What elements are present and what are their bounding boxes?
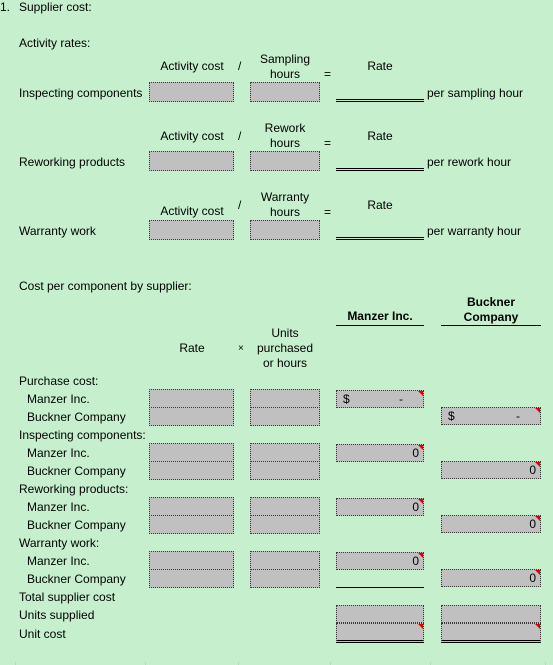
purchase-buckner-label: Buckner Company xyxy=(27,410,126,424)
warranty-manzer-units-input[interactable] xyxy=(250,551,320,570)
reworking-manzer-units-input[interactable] xyxy=(250,497,320,516)
warranty-work-label: Warranty work: xyxy=(19,536,100,550)
driver-header-line2: hours xyxy=(269,136,301,150)
warranty-warranty-hours-input[interactable] xyxy=(250,220,320,240)
driver-header-line2: hours xyxy=(269,205,301,219)
buckner-column-header-line2: Company xyxy=(463,310,519,324)
inspecting-activity-cost-input[interactable] xyxy=(149,82,234,102)
units-header-line1: Units xyxy=(271,326,299,340)
driver-header-line1: Warranty xyxy=(260,190,310,204)
rate-header: Rate xyxy=(367,198,393,212)
total-supplier-cost-label: Total supplier cost xyxy=(19,590,116,604)
activity-cost-header: Activity cost xyxy=(160,204,224,218)
inspecting-buckner-rate-input[interactable] xyxy=(149,461,234,480)
reworking-unit-label: per rework hour xyxy=(427,155,512,169)
units-supplied-manzer-input[interactable] xyxy=(336,605,424,623)
inspecting-manzer-rate-input[interactable] xyxy=(149,443,234,462)
purchase-manzer-cost[interactable] xyxy=(336,390,424,408)
warranty-rate-cell[interactable] xyxy=(336,237,424,240)
buckner-column-header-line1: Buckner xyxy=(466,295,516,309)
purchase-buckner-cost[interactable] xyxy=(441,407,541,425)
unit-cost-buckner-cell[interactable] xyxy=(441,623,541,643)
purchase-buckner-units-input[interactable] xyxy=(250,407,320,426)
purchase-cost-label: Purchase cost: xyxy=(19,374,99,388)
cell-value: 0 xyxy=(529,571,536,585)
cell-value: 0 xyxy=(412,446,419,460)
reworking-manzer-label: Manzer Inc. xyxy=(27,500,90,514)
reworking-rate-cell[interactable] xyxy=(336,168,424,171)
times-sign: × xyxy=(238,343,244,354)
inspecting-components-label: Inspecting components: xyxy=(19,428,146,442)
inspecting-manzer-units-input[interactable] xyxy=(250,443,320,462)
warranty-manzer-rate-input[interactable] xyxy=(149,551,234,570)
warranty-buckner-label: Buckner Company xyxy=(27,572,126,586)
warranty-manzer-label: Manzer Inc. xyxy=(27,554,90,568)
cell-value: 0 xyxy=(529,517,536,531)
purchase-manzer-label: Manzer Inc. xyxy=(27,392,90,406)
unit-cost-label: Unit cost xyxy=(19,627,66,641)
currency-symbol: $ xyxy=(343,392,350,406)
warranty-buckner-rate-input[interactable] xyxy=(149,569,234,588)
reworking-label: Reworking products xyxy=(19,155,126,169)
inspecting-label: Inspecting components xyxy=(19,86,143,100)
cell-value: 0 xyxy=(412,500,419,514)
inspecting-manzer-label: Manzer Inc. xyxy=(27,446,90,460)
manzer-column-header: Manzer Inc. xyxy=(347,309,413,323)
inspecting-buckner-label: Buckner Company xyxy=(27,464,126,478)
page-title: Supplier cost: xyxy=(19,0,92,14)
inspecting-buckner-cost[interactable] xyxy=(441,461,541,479)
activity-cost-header: Activity cost xyxy=(160,59,224,73)
reworking-buckner-label: Buckner Company xyxy=(27,518,126,532)
inspecting-sampling-hours-input[interactable] xyxy=(250,82,320,102)
comment-marker xyxy=(535,462,540,467)
driver-header-line1: Sampling xyxy=(259,52,311,66)
buckner-header-underline xyxy=(441,325,541,326)
warranty-buckner-cost[interactable] xyxy=(441,569,541,587)
rate-column-header: Rate xyxy=(179,341,205,355)
comment-marker xyxy=(535,408,540,413)
comment-marker xyxy=(418,391,423,396)
activity-rates-heading: Activity rates: xyxy=(19,36,91,50)
reworking-rework-hours-input[interactable] xyxy=(250,151,320,171)
reworking-manzer-rate-input[interactable] xyxy=(149,497,234,516)
reworking-activity-cost-input[interactable] xyxy=(149,151,234,171)
equals-sign: = xyxy=(324,136,332,150)
rate-header: Rate xyxy=(367,59,393,73)
equals-sign: = xyxy=(324,67,332,81)
inspecting-buckner-units-input[interactable] xyxy=(250,461,320,480)
warranty-label: Warranty work xyxy=(19,224,96,238)
cell-value: - xyxy=(399,392,403,406)
units-header-line2: purchased xyxy=(256,341,314,355)
inspecting-unit-label: per sampling hour xyxy=(427,86,524,100)
comment-marker xyxy=(535,624,540,629)
reworking-buckner-cost[interactable] xyxy=(441,515,541,533)
inspecting-rate-cell[interactable] xyxy=(336,99,424,102)
comment-marker xyxy=(418,553,423,558)
divide-sign: / xyxy=(238,198,242,212)
reworking-buckner-rate-input[interactable] xyxy=(149,515,234,534)
comment-marker xyxy=(418,499,423,504)
warranty-buckner-units-input[interactable] xyxy=(250,569,320,588)
units-supplied-label: Units supplied xyxy=(19,608,95,622)
purchase-manzer-rate-input[interactable] xyxy=(149,389,234,408)
divide-sign: / xyxy=(238,59,242,73)
cell-value: 0 xyxy=(412,554,419,568)
purchase-buckner-rate-input[interactable] xyxy=(149,407,234,426)
comment-marker xyxy=(418,624,423,629)
warranty-manzer-cost[interactable] xyxy=(336,552,424,570)
cost-per-component-heading: Cost per component by supplier: xyxy=(19,279,192,293)
activity-cost-header: Activity cost xyxy=(160,129,224,143)
inspecting-manzer-cost[interactable] xyxy=(336,444,424,462)
driver-header-line2: hours xyxy=(269,67,301,81)
divide-sign: / xyxy=(238,129,242,143)
driver-header-line1: Rework xyxy=(264,121,306,135)
units-header-line3: or hours xyxy=(262,356,308,370)
purchase-manzer-units-input[interactable] xyxy=(250,389,320,408)
manzer-subtotal-line xyxy=(336,587,424,588)
question-number: 1. xyxy=(0,0,11,14)
warranty-activity-cost-input[interactable] xyxy=(149,220,234,240)
units-supplied-buckner-input[interactable] xyxy=(441,605,541,623)
currency-symbol: $ xyxy=(448,409,455,423)
cell-value: - xyxy=(516,409,520,423)
reworking-buckner-units-input[interactable] xyxy=(250,515,320,534)
cell-value: 0 xyxy=(529,463,536,477)
rate-header: Rate xyxy=(367,129,393,143)
comment-marker xyxy=(535,570,540,575)
comment-marker xyxy=(418,445,423,450)
unit-cost-manzer-cell[interactable] xyxy=(336,623,424,643)
equals-sign: = xyxy=(324,205,332,219)
reworking-manzer-cost[interactable] xyxy=(336,498,424,516)
reworking-products-label: Reworking products: xyxy=(19,482,129,496)
comment-marker xyxy=(535,516,540,521)
manzer-header-underline xyxy=(336,325,424,326)
warranty-unit-label: per warranty hour xyxy=(427,224,522,238)
